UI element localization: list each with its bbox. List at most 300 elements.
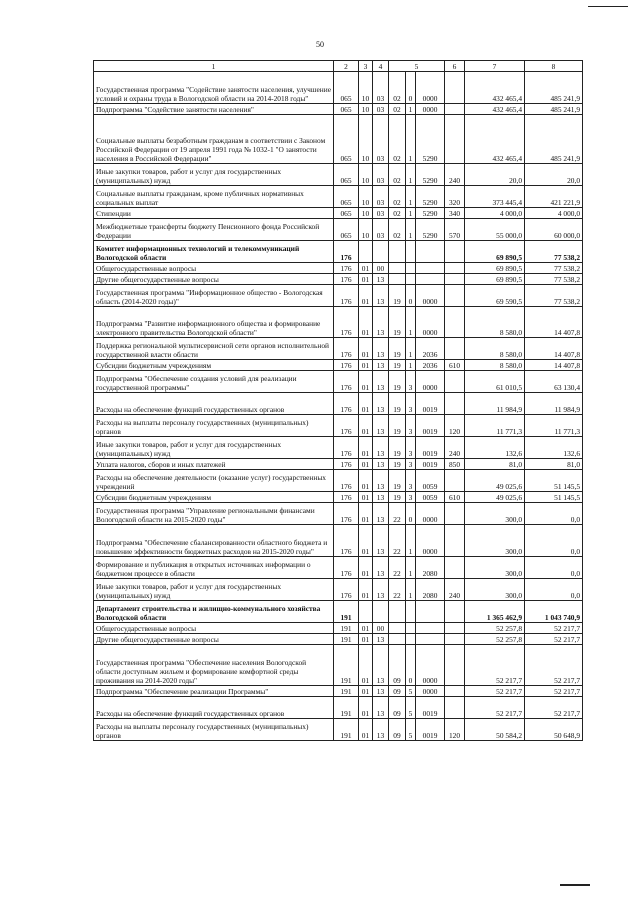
row-value-cell: 176: [334, 557, 359, 579]
row-value-cell: 0019: [416, 459, 445, 470]
row-value-cell: 60 000,0: [525, 219, 583, 241]
row-value-cell: 0000: [416, 645, 445, 686]
row-name-cell: Другие общегосударственные вопросы: [94, 274, 334, 285]
row-value-cell: [445, 557, 465, 579]
row-value-cell: 13: [373, 338, 389, 360]
table-row: [94, 415, 583, 437]
table-row: [94, 601, 583, 623]
row-value-cell: 10: [359, 186, 373, 208]
row-name-cell: Социальные выплаты гражданам, кроме публичных нормативных социальных выплат: [94, 186, 334, 208]
row-value-cell: 120: [445, 719, 465, 741]
row-value-cell: 176: [334, 503, 359, 525]
row-value-cell: 10: [359, 219, 373, 241]
row-value-cell: 176: [334, 285, 359, 307]
row-value-cell: 4 000,0: [465, 208, 525, 219]
budget-table: [93, 60, 583, 741]
row-value-cell: 3: [406, 371, 416, 393]
row-value-cell: 0019: [416, 437, 445, 459]
table-row: [94, 208, 583, 219]
row-value-cell: 0019: [416, 719, 445, 741]
row-value-cell: [389, 634, 406, 645]
row-name-cell: Стипендии: [94, 208, 334, 219]
row-value-cell: 0,0: [525, 557, 583, 579]
row-value-cell: 0019: [416, 393, 445, 415]
row-value-cell: 02: [389, 219, 406, 241]
row-value-cell: 69 590,5: [465, 285, 525, 307]
row-value-cell: 10: [359, 72, 373, 104]
row-name-cell: Субсидии бюджетным учреждениям: [94, 492, 334, 503]
table-row: [94, 285, 583, 307]
row-value-cell: 01: [359, 393, 373, 415]
row-value-cell: 5290: [416, 115, 445, 164]
row-value-cell: 3: [406, 393, 416, 415]
table-row: [94, 104, 583, 115]
row-name-cell: Комитет информационных технологий и телекоммуникаций Вологодской области: [94, 241, 334, 263]
row-value-cell: 01: [359, 338, 373, 360]
row-value-cell: 01: [359, 557, 373, 579]
row-value-cell: 300,0: [465, 503, 525, 525]
row-value-cell: 52 217,7: [525, 645, 583, 686]
row-value-cell: 850: [445, 459, 465, 470]
row-value-cell: 01: [359, 263, 373, 274]
row-value-cell: 176: [334, 338, 359, 360]
row-value-cell: 176: [334, 307, 359, 338]
row-value-cell: [406, 634, 416, 645]
row-value-cell: 3: [406, 415, 416, 437]
row-value-cell: 81,0: [465, 459, 525, 470]
row-value-cell: 77 538,2: [525, 263, 583, 274]
row-value-cell: 8 580,0: [465, 338, 525, 360]
row-value-cell: [445, 645, 465, 686]
row-value-cell: 52 217,7: [465, 645, 525, 686]
row-value-cell: 03: [373, 72, 389, 104]
row-value-cell: 02: [389, 186, 406, 208]
row-value-cell: 20,0: [465, 164, 525, 186]
row-value-cell: 02: [389, 115, 406, 164]
row-value-cell: [445, 263, 465, 274]
row-value-cell: 69 890,5: [465, 263, 525, 274]
row-value-cell: 50 648,9: [525, 719, 583, 741]
row-value-cell: [406, 623, 416, 634]
row-value-cell: 0019: [416, 697, 445, 719]
row-value-cell: 432 465,4: [465, 104, 525, 115]
row-name-cell: Формирование и публикация в открытых источниках информации о бюджетном процессе в области: [94, 557, 334, 579]
row-value-cell: 0: [406, 645, 416, 686]
page-number: 50: [316, 40, 324, 49]
row-value-cell: 176: [334, 492, 359, 503]
row-value-cell: [389, 623, 406, 634]
row-value-cell: 13: [373, 492, 389, 503]
row-value-cell: 176: [334, 459, 359, 470]
row-value-cell: 4 000,0: [525, 208, 583, 219]
row-name-cell: Социальные выплаты безработным гражданам в соответствии с Законом Российской Федерации от 19 апреля 1991 года № 1032-1 "О занятости населения в Российской Федерации": [94, 115, 334, 164]
table-row: [94, 503, 583, 525]
row-value-cell: 01: [359, 492, 373, 503]
row-value-cell: [445, 371, 465, 393]
row-value-cell: 570: [445, 219, 465, 241]
row-value-cell: 0,0: [525, 503, 583, 525]
table-row: [94, 263, 583, 274]
row-value-cell: 19: [389, 338, 406, 360]
row-name-cell: Общегосударственные вопросы: [94, 263, 334, 274]
row-value-cell: 13: [373, 503, 389, 525]
row-value-cell: 52 217,7: [525, 686, 583, 697]
row-value-cell: [445, 338, 465, 360]
row-name-cell: Государственная программа "Содействие занятости населения, улучшение условий и охраны труда в Вологодской области на 2014-2018 годы": [94, 72, 334, 104]
row-value-cell: 19: [389, 470, 406, 492]
row-value-cell: 77 538,2: [525, 285, 583, 307]
row-value-cell: 03: [373, 208, 389, 219]
row-value-cell: [389, 241, 406, 263]
row-value-cell: 065: [334, 186, 359, 208]
row-value-cell: 176: [334, 360, 359, 371]
row-value-cell: 5290: [416, 186, 445, 208]
row-value-cell: 0000: [416, 371, 445, 393]
row-value-cell: 01: [359, 525, 373, 557]
corner-mark-bottom: [560, 884, 590, 886]
row-value-cell: 19: [389, 437, 406, 459]
row-value-cell: 176: [334, 470, 359, 492]
row-value-cell: 01: [359, 503, 373, 525]
row-value-cell: 09: [389, 645, 406, 686]
row-value-cell: 13: [373, 371, 389, 393]
row-name-cell: Субсидии бюджетным учреждениям: [94, 360, 334, 371]
row-value-cell: 52 217,7: [465, 686, 525, 697]
row-name-cell: Расходы на обеспечение функций государственных органов: [94, 393, 334, 415]
table-row: [94, 470, 583, 492]
row-value-cell: 421 221,9: [525, 186, 583, 208]
row-value-cell: [389, 263, 406, 274]
row-value-cell: 240: [445, 579, 465, 601]
row-value-cell: [406, 263, 416, 274]
table-header-row: [94, 61, 583, 72]
row-value-cell: 01: [359, 470, 373, 492]
row-value-cell: 22: [389, 579, 406, 601]
row-value-cell: 03: [373, 186, 389, 208]
row-value-cell: 01: [359, 360, 373, 371]
row-value-cell: 2080: [416, 579, 445, 601]
row-value-cell: [445, 285, 465, 307]
table-row: [94, 634, 583, 645]
row-value-cell: [445, 697, 465, 719]
row-value-cell: [406, 241, 416, 263]
row-value-cell: 13: [373, 459, 389, 470]
row-value-cell: 01: [359, 371, 373, 393]
row-value-cell: [406, 274, 416, 285]
row-value-cell: 49 025,6: [465, 492, 525, 503]
row-value-cell: 0000: [416, 285, 445, 307]
row-value-cell: 120: [445, 415, 465, 437]
row-value-cell: [416, 241, 445, 263]
row-value-cell: 01: [359, 697, 373, 719]
row-value-cell: 69 890,5: [465, 274, 525, 285]
row-value-cell: 432 465,4: [465, 115, 525, 164]
row-value-cell: 13: [373, 645, 389, 686]
row-value-cell: 065: [334, 72, 359, 104]
row-value-cell: 10: [359, 208, 373, 219]
row-value-cell: [445, 115, 465, 164]
row-value-cell: 10: [359, 104, 373, 115]
row-value-cell: 13: [373, 697, 389, 719]
row-value-cell: 00: [373, 623, 389, 634]
row-value-cell: [389, 601, 406, 623]
row-value-cell: 1: [406, 115, 416, 164]
row-value-cell: 01: [359, 623, 373, 634]
row-value-cell: [445, 307, 465, 338]
row-value-cell: 191: [334, 634, 359, 645]
header-cell: 4: [373, 61, 389, 72]
row-value-cell: 11 771,3: [465, 415, 525, 437]
table-row: [94, 525, 583, 557]
row-value-cell: 320: [445, 186, 465, 208]
row-value-cell: 0: [406, 285, 416, 307]
row-value-cell: 176: [334, 274, 359, 285]
row-name-cell: Расходы на обеспечение деятельности (оказание услуг) государственных учреждений: [94, 470, 334, 492]
row-value-cell: 19: [389, 492, 406, 503]
row-value-cell: 2036: [416, 338, 445, 360]
row-value-cell: 176: [334, 437, 359, 459]
row-value-cell: 176: [334, 525, 359, 557]
row-value-cell: 13: [373, 579, 389, 601]
table-row: [94, 437, 583, 459]
row-value-cell: 19: [389, 307, 406, 338]
table-row: [94, 719, 583, 741]
row-value-cell: 50 584,2: [465, 719, 525, 741]
row-value-cell: 176: [334, 393, 359, 415]
row-value-cell: 1: [406, 338, 416, 360]
row-name-cell: Государственная программа "Информационное общество - Вологодская область (2014-2020 годы)": [94, 285, 334, 307]
row-value-cell: 065: [334, 208, 359, 219]
row-value-cell: 8 580,0: [465, 360, 525, 371]
row-name-cell: Расходы на выплаты персоналу государственных (муниципальных) органов: [94, 719, 334, 741]
table-row: [94, 72, 583, 104]
table-row: [94, 623, 583, 634]
row-value-cell: 5: [406, 719, 416, 741]
row-name-cell: Другие общегосударственные вопросы: [94, 634, 334, 645]
row-value-cell: 22: [389, 557, 406, 579]
row-value-cell: 065: [334, 164, 359, 186]
row-value-cell: 3: [406, 437, 416, 459]
row-value-cell: 13: [373, 634, 389, 645]
table-row: [94, 645, 583, 686]
row-value-cell: 52 217,7: [465, 697, 525, 719]
header-cell: 7: [465, 61, 525, 72]
row-value-cell: [445, 623, 465, 634]
table-row: [94, 686, 583, 697]
table-row: [94, 360, 583, 371]
row-value-cell: 5290: [416, 208, 445, 219]
row-value-cell: 300,0: [465, 557, 525, 579]
table-row: [94, 241, 583, 263]
row-value-cell: 13: [373, 437, 389, 459]
row-value-cell: 00: [373, 263, 389, 274]
row-value-cell: 63 130,4: [525, 371, 583, 393]
row-value-cell: 52 217,7: [525, 634, 583, 645]
row-value-cell: 176: [334, 371, 359, 393]
row-value-cell: 1: [406, 208, 416, 219]
row-value-cell: 03: [373, 115, 389, 164]
row-value-cell: 5: [406, 686, 416, 697]
row-value-cell: 0,0: [525, 579, 583, 601]
row-value-cell: 191: [334, 697, 359, 719]
row-value-cell: 0000: [416, 104, 445, 115]
row-value-cell: 01: [359, 274, 373, 285]
row-value-cell: 55 000,0: [465, 219, 525, 241]
row-value-cell: 1: [406, 525, 416, 557]
row-value-cell: 01: [359, 437, 373, 459]
row-value-cell: 5290: [416, 164, 445, 186]
row-value-cell: 0000: [416, 72, 445, 104]
row-value-cell: 300,0: [465, 525, 525, 557]
row-value-cell: 5290: [416, 219, 445, 241]
table-row: [94, 697, 583, 719]
row-value-cell: 77 538,2: [525, 274, 583, 285]
corner-mark-top: [588, 6, 628, 7]
row-value-cell: 191: [334, 601, 359, 623]
row-value-cell: [416, 634, 445, 645]
row-value-cell: 191: [334, 719, 359, 741]
row-value-cell: 01: [359, 285, 373, 307]
table-row: [94, 557, 583, 579]
row-value-cell: 09: [389, 719, 406, 741]
row-value-cell: 176: [334, 263, 359, 274]
row-value-cell: 2080: [416, 557, 445, 579]
row-name-cell: Расходы на обеспечение функций государственных органов: [94, 697, 334, 719]
row-value-cell: 065: [334, 115, 359, 164]
row-value-cell: 13: [373, 274, 389, 285]
row-value-cell: 13: [373, 525, 389, 557]
row-value-cell: [445, 525, 465, 557]
table-row: [94, 115, 583, 164]
header-cell: 5: [389, 61, 445, 72]
row-value-cell: 19: [389, 415, 406, 437]
row-value-cell: 432 465,4: [465, 72, 525, 104]
row-value-cell: 13: [373, 557, 389, 579]
row-value-cell: 01: [359, 459, 373, 470]
header-cell: 1: [94, 61, 334, 72]
row-value-cell: 03: [373, 164, 389, 186]
row-value-cell: [445, 634, 465, 645]
row-value-cell: 77 538,2: [525, 241, 583, 263]
row-value-cell: 132,6: [525, 437, 583, 459]
table-row: [94, 274, 583, 285]
row-value-cell: [445, 104, 465, 115]
row-value-cell: [445, 393, 465, 415]
row-value-cell: 0000: [416, 307, 445, 338]
row-value-cell: 1 043 740,9: [525, 601, 583, 623]
row-value-cell: 13: [373, 686, 389, 697]
row-value-cell: 610: [445, 492, 465, 503]
row-value-cell: 191: [334, 686, 359, 697]
row-value-cell: 02: [389, 104, 406, 115]
row-value-cell: 11 984,9: [465, 393, 525, 415]
row-value-cell: 13: [373, 470, 389, 492]
row-value-cell: 13: [373, 719, 389, 741]
table-row: [94, 338, 583, 360]
row-value-cell: [359, 241, 373, 263]
row-value-cell: 01: [359, 645, 373, 686]
row-value-cell: 1: [406, 186, 416, 208]
row-value-cell: [406, 601, 416, 623]
row-value-cell: [416, 263, 445, 274]
row-value-cell: 52 217,7: [525, 623, 583, 634]
table-row: [94, 459, 583, 470]
table-row: [94, 371, 583, 393]
row-name-cell: Департамент строительства и жилищно-коммунального хозяйства Вологодской области: [94, 601, 334, 623]
row-value-cell: 01: [359, 579, 373, 601]
row-value-cell: 09: [389, 697, 406, 719]
row-value-cell: 3: [406, 470, 416, 492]
row-value-cell: 09: [389, 686, 406, 697]
row-value-cell: 0059: [416, 470, 445, 492]
row-value-cell: [445, 470, 465, 492]
row-value-cell: 0000: [416, 503, 445, 525]
header-cell: 6: [445, 61, 465, 72]
row-value-cell: 0: [406, 72, 416, 104]
row-value-cell: 14 407,8: [525, 307, 583, 338]
row-value-cell: 14 407,8: [525, 338, 583, 360]
row-value-cell: 2036: [416, 360, 445, 371]
row-value-cell: 19: [389, 285, 406, 307]
row-value-cell: 065: [334, 104, 359, 115]
row-value-cell: [389, 274, 406, 285]
row-value-cell: 22: [389, 525, 406, 557]
row-value-cell: 065: [334, 219, 359, 241]
row-name-cell: Государственная программа "Обеспечение населения Вологодской области доступным жильем и формирование комфортной среды проживания на 2014-2020 годы": [94, 645, 334, 686]
row-value-cell: [445, 601, 465, 623]
table-row: [94, 186, 583, 208]
row-value-cell: 0,0: [525, 525, 583, 557]
row-value-cell: 0: [406, 503, 416, 525]
row-value-cell: 52 257,8: [465, 623, 525, 634]
row-value-cell: [416, 623, 445, 634]
row-value-cell: 485 241,9: [525, 72, 583, 104]
row-value-cell: 10: [359, 164, 373, 186]
row-value-cell: [445, 686, 465, 697]
row-value-cell: 1: [406, 360, 416, 371]
row-value-cell: 240: [445, 437, 465, 459]
table-row: [94, 307, 583, 338]
row-value-cell: 1: [406, 219, 416, 241]
row-value-cell: 14 407,8: [525, 360, 583, 371]
row-value-cell: 11 984,9: [525, 393, 583, 415]
row-value-cell: 132,6: [465, 437, 525, 459]
row-value-cell: [373, 241, 389, 263]
row-value-cell: 01: [359, 634, 373, 645]
row-value-cell: 176: [334, 579, 359, 601]
row-value-cell: 13: [373, 307, 389, 338]
row-value-cell: 8 580,0: [465, 307, 525, 338]
row-value-cell: 373 445,4: [465, 186, 525, 208]
row-name-cell: Межбюджетные трансферты бюджету Пенсионного фонда Российской Федерации: [94, 219, 334, 241]
row-value-cell: 01: [359, 719, 373, 741]
row-name-cell: Уплата налогов, сборов и иных платежей: [94, 459, 334, 470]
row-value-cell: 69 890,5: [465, 241, 525, 263]
row-value-cell: 61 010,5: [465, 371, 525, 393]
row-name-cell: Подпрограмма "Обеспечение создания условий для реализации государственной программы": [94, 371, 334, 393]
table-row: [94, 393, 583, 415]
row-name-cell: Подпрограмма "Обеспечение реализации Программы": [94, 686, 334, 697]
row-name-cell: Иные закупки товаров, работ и услуг для государственных (муниципальных) нужд: [94, 164, 334, 186]
row-value-cell: 1: [406, 164, 416, 186]
row-name-cell: Расходы на выплаты персоналу государственных (муниципальных) органов: [94, 415, 334, 437]
row-value-cell: 191: [334, 623, 359, 634]
row-value-cell: [416, 274, 445, 285]
row-value-cell: 51 145,5: [525, 492, 583, 503]
row-value-cell: 240: [445, 164, 465, 186]
row-value-cell: 340: [445, 208, 465, 219]
table-row: [94, 492, 583, 503]
